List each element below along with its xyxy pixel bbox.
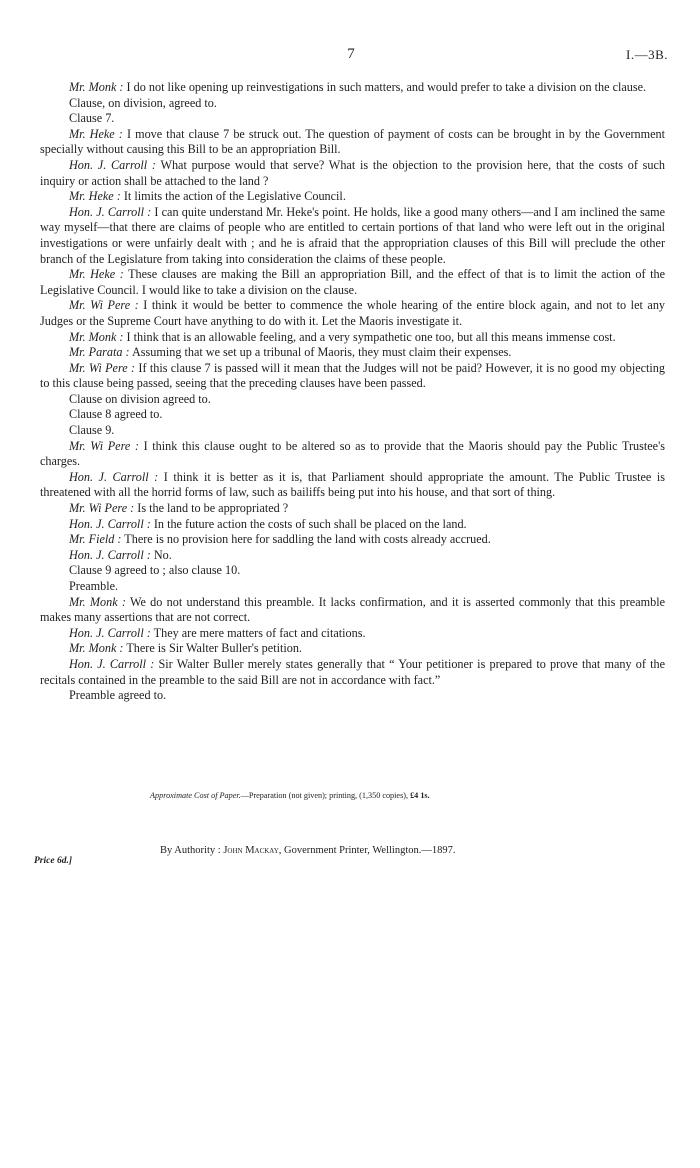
transcript-paragraph — [40, 96, 665, 112]
speaker-name: Mr. Parata : — [69, 345, 130, 360]
speaker-name: Mr. Monk : — [69, 641, 124, 656]
paragraph-text: Clause 8 agreed to. — [69, 407, 163, 422]
paragraph-text: I move that clause 7 be struck out. The question of payment of costs can be brought in by the Government specially without causing this Bill to be an appropriation Bill. — [40, 126, 666, 157]
printer-name: John Mackay, — [223, 845, 282, 856]
paper-reference: I.—3B. — [626, 47, 668, 62]
paragraph-text: In the future action the costs of such shall be placed on the land. — [153, 516, 467, 531]
page-number: 7 — [347, 46, 355, 62]
paragraph-text: Clause 9. — [69, 423, 115, 438]
price-note: Price 6d.] — [34, 856, 72, 866]
transcript-paragraph — [40, 641, 665, 657]
speaker-name: Hon. J. Carroll : — [69, 656, 155, 671]
speaker-name: Hon. J. Carroll : — [69, 469, 159, 484]
cost-label: Approximate Cost of Paper. — [150, 791, 241, 800]
paragraph-text: Clause on division agreed to. — [69, 391, 211, 406]
transcript-paragraph — [40, 657, 665, 688]
paragraph-text: Clause, on division, agreed to. — [69, 95, 217, 110]
speaker-name: Mr. Field : — [69, 532, 122, 547]
speaker-name: Mr. Monk : — [69, 329, 124, 344]
speaker-name: Hon. J. Carroll : — [69, 157, 156, 172]
paragraph-text: If this clause 7 is passed will it mean that the Judges will not be paid? However, it is no good my objecting to this clause being passed, seeing that the preceding clauses have been passed. — [40, 360, 665, 391]
speaker-name: Hon. J. Carroll : — [69, 547, 151, 562]
paragraph-text: Preamble agreed to. — [69, 688, 167, 703]
transcript-paragraph — [40, 267, 665, 298]
paragraph-text: Is the land to be appropriated ? — [137, 501, 289, 516]
cost-text: —Preparation (not given); printing, (1,350 copies), — [240, 791, 409, 800]
paragraph-text: I think that is an allowable feeling, and a very sympathetic one too, but all this means immense cost. — [126, 329, 616, 344]
transcript-paragraph — [40, 298, 665, 329]
paragraph-text: I think this clause ought to be altered so as to provide that the Maoris should pay the Public Trustee's charges. — [40, 438, 666, 469]
transcript-paragraph — [40, 579, 665, 595]
transcript-paragraph — [40, 111, 665, 127]
transcript-paragraph — [40, 439, 665, 470]
speaker-name: Mr. Wi Pere : — [69, 360, 136, 375]
transcript-paragraph — [40, 626, 665, 642]
speaker-name: Mr. Wi Pere : — [69, 438, 139, 453]
transcript-paragraph — [40, 548, 665, 564]
paragraph-text: Clause 9 agreed to ; also clause 10. — [69, 563, 241, 578]
speaker-name: Mr. Heke : — [69, 267, 124, 282]
paragraph-text: They are mere matters of fact and citations. — [153, 625, 366, 640]
paragraph-text: I do not like opening up reinvestigations in such matters, and would prefer to take a division on the clause. — [126, 80, 647, 94]
paragraph-text: What purpose would that serve? What is the objection to the provision here, that the costs of such inquiry or action shall be attached to the land ? — [40, 157, 665, 188]
transcript-paragraph — [40, 501, 665, 517]
transcript-paragraph — [40, 407, 665, 423]
speaker-name: Mr. Heke : — [69, 126, 123, 141]
speaker-name: Hon. J. Carroll : — [69, 516, 151, 531]
paragraph-text: Clause 7. — [69, 111, 115, 126]
debate-transcript — [40, 80, 665, 704]
paragraph-text: I think it would be better to commence the whole hearing of the entire block again, and not to let any Judges or the Supreme Court have anything to do with it. Let the Maoris investigate it. — [40, 298, 666, 328]
transcript-paragraph — [40, 563, 665, 579]
paragraph-text: We do not understand this preamble. It lacks confirmation, and it is asserted commonly that this preamble makes many assertions that are not correct. — [40, 594, 665, 625]
transcript-paragraph — [40, 392, 665, 408]
transcript-paragraph — [40, 688, 665, 704]
paragraph-text: Preamble. — [69, 579, 119, 593]
transcript-paragraph — [40, 127, 665, 158]
speaker-name: Mr. Monk : — [69, 594, 126, 609]
paragraph-text: There is Sir Walter Buller's petition. — [126, 641, 302, 656]
printer-imprint — [160, 845, 620, 856]
transcript-paragraph — [40, 330, 665, 346]
speaker-name: Mr. Wi Pere : — [69, 501, 135, 516]
cost-amount: £4 1s. — [410, 791, 430, 800]
transcript-paragraph — [40, 470, 665, 501]
paragraph-text: I can quite understand Mr. Heke's point. He holds, like a good many others—and I am inclined the same way myself—that there are claims of people who are entitled to certain portions of that land who were left out in the original investigations or were unfairly dealt with ; and he is afraid that the appropriation clauses of this Bill will preclude the other branch of the Legislature from taking into consideration the claims of these people. — [40, 204, 665, 266]
authority-prefix: By Authority : — [160, 845, 221, 856]
transcript-paragraph — [40, 517, 665, 533]
paragraph-text: There is no provision here for saddling the land with costs already accrued. — [124, 532, 491, 547]
paragraph-text: Sir Walter Buller merely states generally that “ Your petitioner is prepared to prove that many of the recitals contained in the preamble to the said Bill are not in accordance with fact.” — [40, 656, 665, 687]
speaker-name: Mr. Wi Pere : — [69, 298, 139, 313]
cost-of-paper-note — [150, 791, 630, 800]
transcript-paragraph — [40, 595, 665, 626]
transcript-paragraph — [40, 205, 665, 267]
transcript-paragraph — [40, 80, 665, 96]
transcript-paragraph — [40, 189, 665, 205]
transcript-paragraph — [40, 361, 665, 392]
transcript-paragraph — [40, 345, 665, 361]
speaker-name: Mr. Monk : — [69, 80, 124, 94]
transcript-paragraph — [40, 423, 665, 439]
paragraph-text: These clauses are making the Bill an appropriation Bill, and the effect of that is to limit the action of the Legislative Council. I would like to take a division on the clause. — [40, 267, 666, 297]
authority-suffix: Government Printer, Wellington.—1897. — [284, 845, 456, 856]
paragraph-text: No. — [153, 547, 172, 562]
paragraph-text: Assuming that we set up a tribunal of Maoris, they must claim their expenses. — [131, 345, 512, 360]
transcript-paragraph — [40, 532, 665, 548]
transcript-paragraph — [40, 158, 665, 189]
paragraph-text: I think it is better as it is, that Parliament should appropriate the amount. The Public Trustee is threatened with all the horrid forms of law, such as bailiffs being put into his house, and that sort of thing. — [40, 469, 665, 500]
speaker-name: Hon. J. Carroll : — [69, 204, 152, 219]
speaker-name: Hon. J. Carroll : — [69, 625, 151, 640]
paragraph-text: It limits the action of the Legislative Council. — [123, 189, 346, 204]
speaker-name: Mr. Heke : — [69, 189, 121, 204]
